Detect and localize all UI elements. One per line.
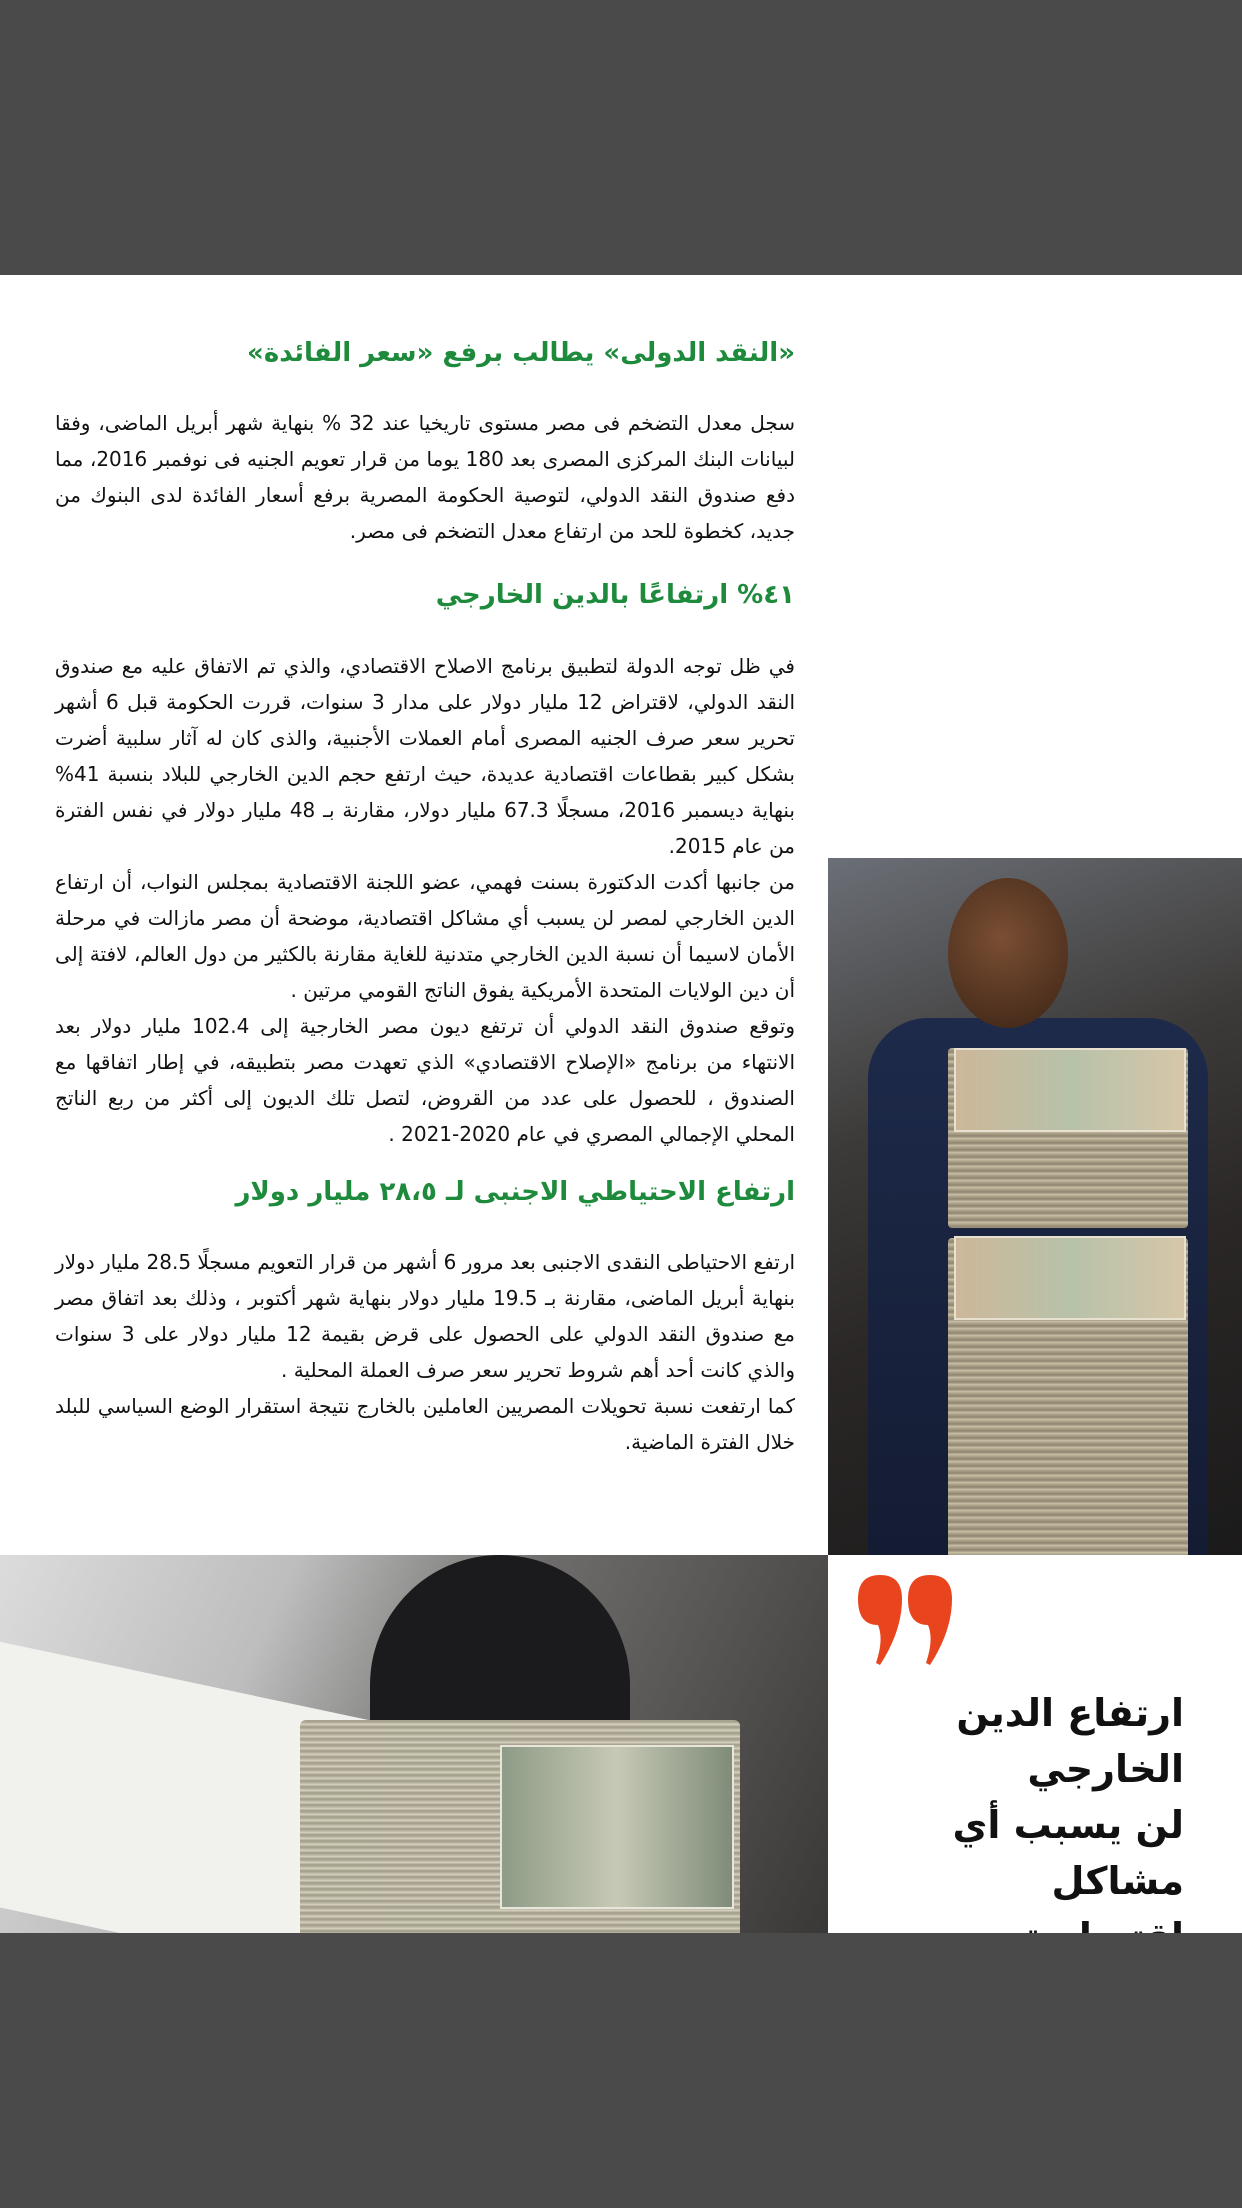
dollar-bill-face xyxy=(500,1745,734,1909)
paragraph-remittances: كما ارتفعت نسبة تحويلات المصريين العاملين بالخارج نتيجة استقرار الوضع السياسي للبلد خلال الفترة الماضية. xyxy=(55,1394,795,1455)
paragraph-debt-rise: في ظل توجه الدولة لتطبيق برنامج الاصلاح الاقتصادي، والذي تم الاتفاق عليه مع صندوق النقد الدولي، لاقتراض 12 مليار دولار على مدار 3 سنوات، قررت الحكومة قبل 6 أشهر تحرير سعر صرف الجنيه المصرى أمام العملات الأجنبية، والذى كان له آثار سلبية أضرت بشكل كبير بقطاعات اقتصادية عديدة، حيث ارتفع حجم الدين الخارجي للبلاد بنسبة 41% بنهاية ديسمبر 2016، مسجلًا 67.3 مليار دولار، مقارنة بـ 48 مليار دولار في نفس الفترة من عام 2015. xyxy=(55,653,796,858)
paragraph-basant-fahmy: من جانبها أكدت الدكتورة بسنت فهمي، عضو اللجنة الاقتصادية بمجلس النواب، أن ارتفاع الدين الخارجي لمصر لن يسبب أي مشاكل اقتصادية، موضحة أن مصر مازالت في مرحلة الأمان لاسيما أن نسبة الدين الخارجي متدنية للغاية مقارنة بالكثير من دول العالم، لافتة إلى أن دين الولايات المتحدة الأمريكية يفوق الناتج القومي مرتين . xyxy=(55,869,795,1002)
pull-quote-line-2: لن يسبب أي مشاكل xyxy=(952,1803,1184,1903)
banknote-top xyxy=(954,1048,1186,1132)
section-heading-reserves: ارتفاع الاحتياطي الاجنبى لـ ٢٨،٥ مليار دولار xyxy=(235,1176,795,1207)
photo-head xyxy=(948,878,1068,1028)
paragraph-reserves: ارتفع الاحتياطى النقدى الاجنبى بعد مرور 6 أشهر من قرار التعويم مسجلًا 28.5 مليار دولار بنهاية أبريل الماضى، مقارنة بـ 19.5 مليار دولار بنهاية شهر أكتوبر ، وذلك بعد اتفاق مصر مع صندوق النقد الدولي على الحصول على قرض بقيمة 12 مليار دولار على 3 سنوات والذي كانت أحد أهم شروط تحرير سعر صرف العملة المحلية . xyxy=(55,1250,796,1383)
pull-quote xyxy=(828,1555,1242,1933)
section-heading-imf: «النقد الدولى» يطالب برفع «سعر الفائدة» xyxy=(247,338,795,368)
paragraph-inflation: سجل معدل التضخم فى مصر مستوى تاريخيا عند 32 % بنهاية شهر أبريل الماضى، وفقا لبيانات البنك المركزى المصرى بعد 180 يوما من قرار تعويم الجنيه فى نوفمبر 2016، مما دفع صندوق النقد الدولي، لتوصية الحكومة المصرية برفع أسعار الفائدة لدى البنوك من جديد، كخطوة للحد من ارتفاع معدل التضخم فى مصر. xyxy=(55,411,796,544)
photo-dollar-stack xyxy=(0,1555,828,1933)
article-body xyxy=(55,335,795,1460)
banknote-bottom xyxy=(954,1236,1186,1320)
quote-mark-icon xyxy=(850,1569,960,1669)
pull-quote-line-1: ارتفاع الدين الخارجي xyxy=(956,1691,1184,1791)
pull-quote-text xyxy=(844,1685,1184,1965)
viewer-top-bar xyxy=(0,0,1242,275)
magazine-page xyxy=(0,275,1242,1933)
section-heading-external-debt: ٤١% ارتفاعًا بالدين الخارجي xyxy=(435,580,795,611)
paragraph-imf-forecast: وتوقع صندوق النقد الدولي أن ترتفع ديون مصر الخارجية إلى 102.4 مليار دولار بعد الانتهاء من برنامج «الإصلاح الاقتصادي» الذي تعهدت مصر بتطبيقه، في إطار اتفاقها مع الصندوق ، للحصول على عدد من القروض، لتصل تلك الديون إلى أكثر من ربع الناتج المحلي الإجمالي المصري في عام 2020-2021 . xyxy=(55,1013,795,1146)
photo-man-holding-banknotes xyxy=(828,858,1242,1555)
viewer-bottom-bar xyxy=(0,1933,1242,2208)
